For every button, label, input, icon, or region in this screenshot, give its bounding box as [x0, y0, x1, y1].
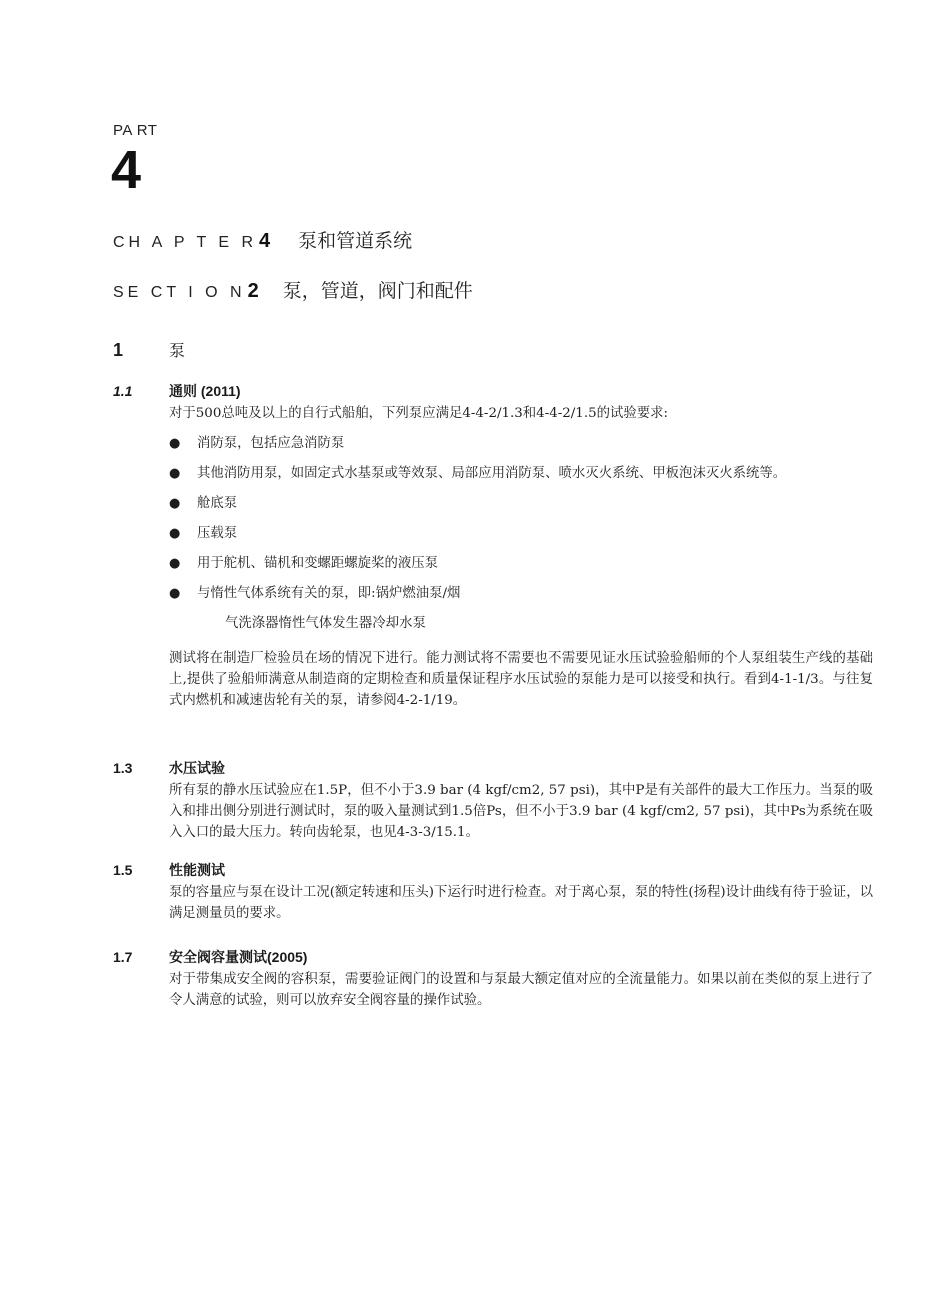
chapter-prefix: CH A P T E R: [113, 234, 258, 251]
section-number: 2: [247, 280, 259, 302]
pump-list: [169, 433, 873, 604]
chapter-title: 泵和管道系统: [298, 230, 413, 252]
body-paragraph: 泵的容量应与泵在设计工况(额定转速和压头)下运行时进行检查。对于离心泵，泵的特性(扬程)设计曲线有待于验证，以满足测量员的要求。: [169, 885, 873, 921]
list-item-text: 消防泵，包括应急消防泵: [197, 436, 345, 451]
body-paragraph: 测试将在制造厂检验员在场的情况下进行。能力测试将不需要也不需要见证水压试验验船师的个人泵组装生产线的基础上,提供了验船师满意从制造商的定期检查和质量保证程序水压试验的泵能力是可以接受和执行。看到4-1-1/3。与往复式内燃机和减速齿轮有关的泵，请参阅4-2-1/19。: [169, 651, 873, 708]
list-continuation: 气洗涤器惰性气体发生器冷却水泵: [225, 616, 426, 631]
bullet-icon: ●: [169, 496, 181, 511]
bullet-icon: ●: [169, 466, 181, 481]
subsection-heading: [113, 758, 873, 780]
subsection-title: 水压试验: [169, 760, 225, 776]
subsection-heading: [113, 860, 873, 882]
list-item-text: 其他消防用泵，如固定式水基泵或等效泵、局部应用消防泵、喷水灭火系统、甲板泡沫灭火系统等。: [197, 466, 787, 481]
list-item: [169, 553, 873, 574]
subsection-number: 1.5: [113, 862, 133, 878]
subsection-1-7: [113, 947, 873, 1011]
list-item: [169, 493, 873, 514]
subsection-number: 1.7: [113, 949, 133, 965]
subsection-title: 通则 (2011): [169, 383, 241, 399]
body-paragraph: 所有泵的静水压试验应在1.5P，但不小于3.9 bar (4 kgf/cm2, 57 psi)，其中P是有关部件的最大工作压力。当泵的吸入和排出侧分别进行测试时，泵的吸入量测试到1.5倍Ps，但不小于3.9 bar (4 kgf/cm2, 57 psi)，其中Ps为系统在吸入入口的最大压力。转向齿轮泵，也见4-3-3/15.1。: [169, 783, 873, 840]
subsection-number: 1.3: [113, 760, 133, 776]
intro-paragraph: 对于500总吨及以上的自行式船舶，下列泵应满足4-4-2/1.3和4-4-2/1.5的试验要求:: [169, 406, 669, 421]
list-item-text: 舱底泵: [197, 496, 238, 511]
list-item: [169, 433, 873, 454]
section-prefix: SE CT I O N: [113, 284, 246, 301]
list-item-text: 与惰性气体系统有关的泵，即:锅炉燃油泵/烟: [197, 586, 461, 601]
bullet-icon: ●: [169, 436, 181, 451]
list-item: [169, 523, 873, 544]
chapter-heading: [113, 226, 412, 256]
part-number: 4: [111, 140, 142, 200]
bullet-icon: ●: [169, 526, 181, 541]
subsection-1-3: [113, 758, 873, 843]
topic-number: 1: [113, 340, 124, 360]
list-item-text: 压载泵: [197, 526, 238, 541]
list-item: [169, 463, 873, 484]
chapter-number: 4: [259, 230, 271, 252]
subsection-1-1: [113, 381, 873, 711]
section-heading: [113, 276, 473, 306]
subsection-number: 1.1: [113, 383, 133, 399]
part-label: PA RT: [113, 122, 158, 139]
bullet-icon: ●: [169, 556, 181, 571]
subsection-title: 性能测试: [169, 862, 225, 878]
subsection-1-5: [113, 860, 873, 924]
section-title: 泵，管道，阀门和配件: [282, 280, 473, 302]
subsection-heading: [113, 381, 873, 403]
subsection-title: 安全阀容量测试(2005): [169, 949, 308, 965]
list-item-text: 用于舵机、锚机和变螺距螺旋桨的液压泵: [197, 556, 439, 571]
subsection-heading: [113, 947, 873, 969]
list-item: [169, 583, 873, 604]
topic-title: 泵: [169, 341, 186, 360]
body-paragraph: 对于带集成安全阀的容积泵，需要验证阀门的设置和与泵最大额定值对应的全流量能力。如果以前在类似的泵上进行了令人满意的试验，则可以放弃安全阀容量的操作试验。: [169, 972, 873, 1008]
topic-heading: [113, 338, 185, 361]
bullet-icon: ●: [169, 586, 181, 601]
